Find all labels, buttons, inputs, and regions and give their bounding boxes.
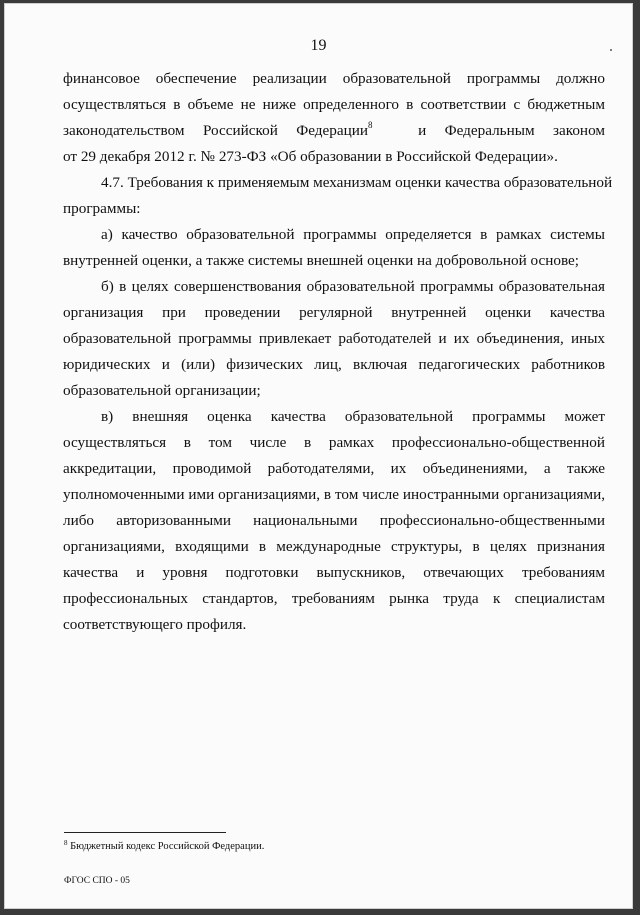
paragraph-financing (63, 66, 605, 170)
footnote (64, 841, 264, 852)
footnote-marker: 8 (64, 839, 68, 847)
text-line: либо авторизованными национальными профессионально-общественными (63, 512, 605, 529)
text-line: организация при проведении регулярной внутренней оценки качества (63, 304, 605, 321)
text-line: 4.7. Требования к применяемым механизмам оценки качества образовательной (101, 174, 613, 191)
document-code: ФГОС СПО - 05 (64, 876, 130, 886)
text-line: внутренней оценки, а также системы внешней оценки на добровольной основе; (63, 252, 579, 269)
text-line: юридических и (или) физических лиц, включая педагогических работников (63, 356, 605, 373)
text-line: осуществляться в том числе в рамках профессионально-общественной (63, 434, 605, 451)
text-line: осуществляться в объеме не ниже определенного в соответствии с бюджетным (63, 96, 605, 113)
document-page (4, 3, 633, 909)
footnote-reference: 8 (368, 120, 373, 130)
scan-speck (610, 49, 612, 51)
page-number: 19 (310, 37, 327, 54)
text-line: образовательной организации; (63, 382, 261, 399)
paragraph-item-a (63, 222, 605, 274)
text-line: соответствующего профиля. (63, 616, 247, 633)
text-fragment: законодательством Российской Федерации (63, 122, 368, 139)
text-line: в) внешняя оценка качества образовательной программы может (101, 408, 605, 425)
text-line: качества и уровня подготовки выпускников, отвечающих требованиям (63, 564, 605, 581)
text-line: профессиональных стандартов, требованиям рынка труда к специалистам (63, 590, 605, 607)
text-line: финансовое обеспечение реализации образовательной программы должно (63, 70, 605, 87)
text-line: б) в целях совершенствования образовательной программы образовательная (101, 278, 605, 295)
paragraph-item-b (63, 274, 605, 404)
footnote-divider (64, 832, 226, 833)
paragraph-requirements-heading (63, 170, 613, 222)
text-line: уполномоченными ими организациями, в том числе иностранными организациями, (63, 486, 605, 503)
footnote-text: Бюджетный кодекс Российской Федерации. (67, 841, 265, 852)
text-line: образовательной программы привлекает работодателей и их объединения, иных (63, 330, 605, 347)
document-body (63, 66, 613, 638)
text-fragment: и Федеральным законом (418, 122, 605, 139)
paragraph-item-v (63, 404, 605, 638)
text-line (63, 118, 605, 144)
text-line: организациями, входящими в международные структуры, в целях признания (63, 538, 605, 555)
text-line: а) качество образовательной программы определяется в рамках системы (101, 226, 605, 243)
text-line: от 29 декабря 2012 г. № 273-ФЗ «Об образовании в Российской Федерации». (63, 148, 558, 165)
text-line: программы: (63, 200, 141, 217)
text-line: аккредитации, проводимой работодателями, их объединениями, а также (63, 460, 605, 477)
